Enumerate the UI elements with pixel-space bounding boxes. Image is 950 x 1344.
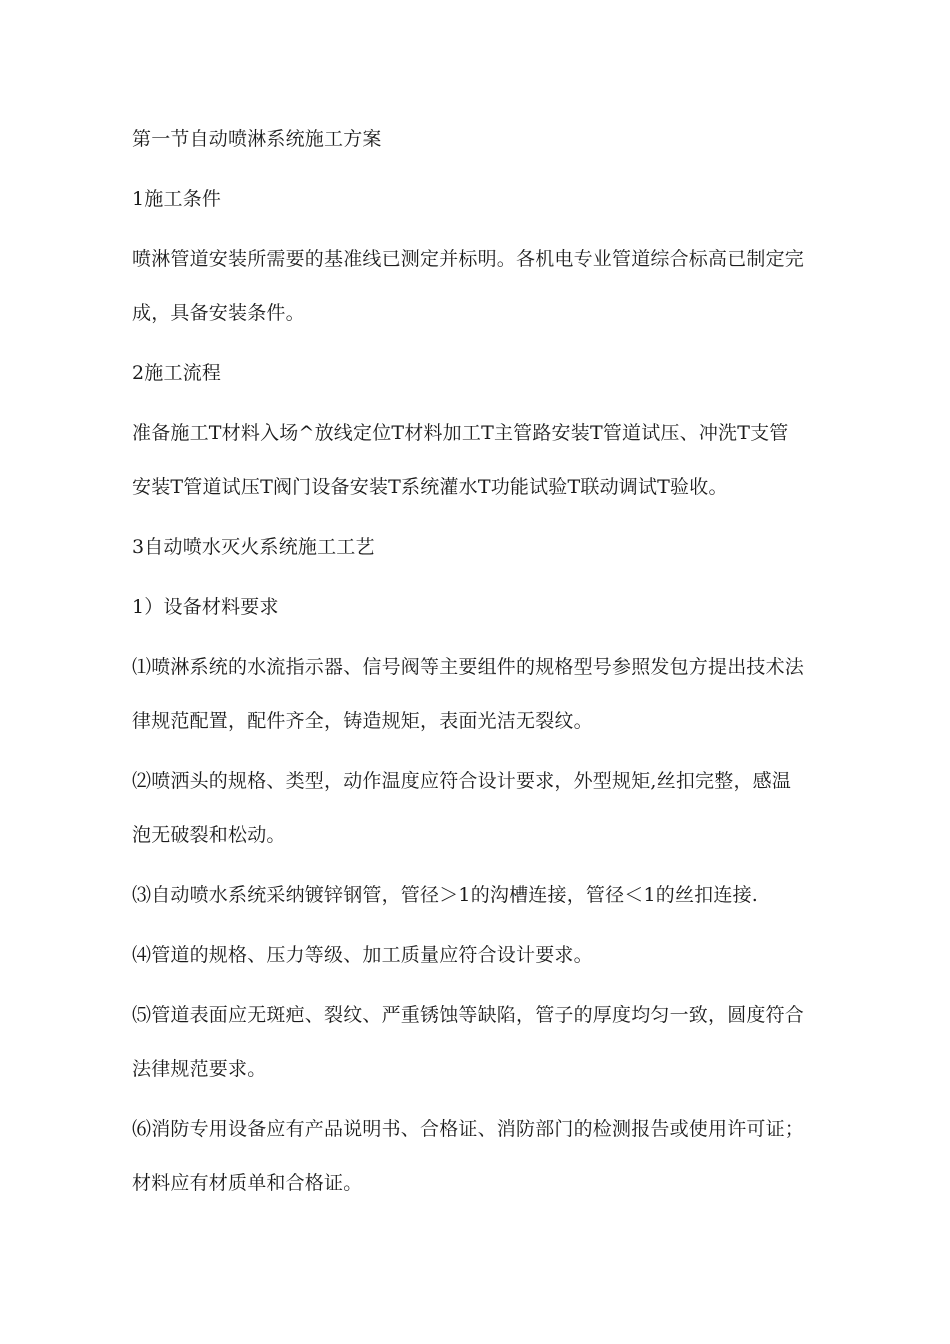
list-item-2 (132, 762, 852, 854)
heading-material-requirements: 1）设备材料要求 (132, 596, 279, 618)
paragraph-conditions (132, 240, 852, 332)
list-item-line: 泡无破裂和松动。 (132, 824, 286, 846)
document-body (132, 120, 852, 1224)
list-item-1 (132, 648, 852, 740)
paragraph-line: 成，具备安装条件。 (132, 302, 305, 324)
list-item-line: 律规范配置，配件齐全，铸造规矩，表面光洁无裂纹。 (132, 710, 593, 732)
list-item-line: 法律规范要求。 (132, 1058, 267, 1080)
paragraph-line: 准备施工T材料入场^放线定位T材料加工T主管路安装T管道试压、冲洗T支管 (132, 422, 789, 444)
paragraph-process (132, 414, 852, 506)
heading-construction-process: 2施工流程 (132, 362, 222, 384)
list-item-line: ⑴喷淋系统的水流指示器、信号阀等主要组件的规格型号参照发包方提出技术法 (132, 656, 805, 678)
list-item-4: ⑷管道的规格、压力等级、加工质量应符合设计要求。 (132, 944, 593, 966)
heading-sprinkler-technology: 3自动喷水灭火系统施工工艺 (132, 536, 375, 558)
list-item-line: ⑵喷洒头的规格、类型，动作温度应符合设计要求，外型规矩,丝扣完整，感温 (132, 770, 792, 792)
list-item-3: ⑶自动喷水系统采纳镀锌钢管，管径＞1的沟槽连接，管径＜1的丝扣连接. (132, 884, 759, 906)
list-item-line: ⑹消防专用设备应有产品说明书、合格证、消防部门的检测报告或使用许可证； (132, 1118, 805, 1140)
list-item-5 (132, 996, 852, 1088)
section-title: 第一节自动喷淋系统施工方案 (132, 128, 382, 150)
paragraph-line: 喷淋管道安装所需要的基准线已测定并标明。各机电专业管道综合标高已制定完 (132, 248, 805, 270)
list-item-6 (132, 1110, 852, 1202)
heading-construction-conditions: 1施工条件 (132, 188, 222, 210)
list-item-line: ⑸管道表面应无斑疤、裂纹、严重锈蚀等缺陷，管子的厚度均匀一致，圆度符合 (132, 1004, 805, 1026)
list-item-line: 材料应有材质单和合格证。 (132, 1172, 363, 1194)
paragraph-line: 安装T管道试压T阀门设备安装T系统灌水T功能试验T联动调试T验收。 (132, 476, 728, 498)
